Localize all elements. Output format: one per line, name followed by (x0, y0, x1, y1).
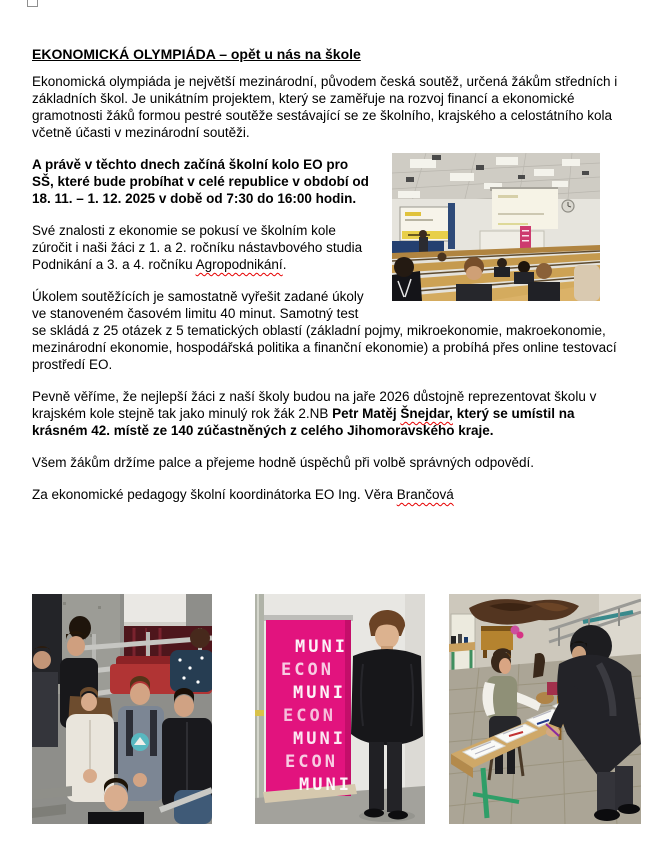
wall-pole (255, 594, 264, 824)
photo-row (32, 594, 642, 824)
text-run: Brančová (396, 487, 454, 502)
text-run: Pevně věříme, že nejlepší žáci z naší školy budou na jaře 2026 důstojně reprezentovat školu v krajském kole stejně tak jako minulý rok žák 2.NB (32, 389, 601, 421)
svg-text:MUNI: MUNI (295, 637, 348, 657)
paragraph-school-round (32, 156, 621, 207)
presenter (419, 230, 428, 255)
text-run: Úkolem soutěžících je samostatně vyřešit zadané úkoly ve stanoveném časovém limitu 40 minut. Samotný test se skládá z 25 otázek z 5 tematických oblastí (základní pojmy, mikroekonomie, makroekonomie, mezinárodní ekonomie, hospodářská politika a finanční ekonomie) a probíhá přes online testovací prostředí EO. (32, 289, 621, 372)
paragraph-wishes (32, 454, 621, 471)
photo-registration-desk (449, 594, 641, 824)
paragraph-hope (32, 388, 621, 439)
text-run: . (282, 257, 287, 272)
text-run: který se umístil na krásném 42. místě ze 140 zúčastněných z celého Jihomoravského kraje. (32, 406, 579, 438)
svg-text:MUNI: MUNI (293, 683, 346, 703)
svg-text:ECON: ECON (283, 706, 336, 726)
wall-clock (562, 200, 574, 212)
svg-text:MUNI: MUNI (299, 775, 352, 795)
person-back-left (32, 594, 62, 684)
anchor-placeholder-icon (27, 0, 38, 7)
photo-student-group (32, 594, 212, 824)
page-title: EKONOMICKÁ OLYMPIÁDA – opět u nás na škole (32, 46, 361, 62)
svg-text:MUNI: MUNI (293, 729, 346, 749)
main-screen (490, 187, 558, 229)
paragraph-intro (32, 73, 621, 141)
figure-lecture-hall (392, 153, 600, 301)
roller-blind (124, 594, 186, 624)
text-run: Agropodnikání (195, 257, 283, 272)
article (32, 46, 621, 518)
article-paragraphs (32, 73, 621, 503)
text-run: Své znalosti z ekonomie se pokusí ve školním kole zúročit i naši žáci z 1. a 2. ročníku nástavbového studia Podnikání a 3. a 4. ročníku (32, 223, 366, 272)
text-run: A právě v těchto dnech začíná školní kolo EO pro SŠ, které bude probíhat v celé republice v období od 18. 11. – 1. 12. 2025 v době od 7:30 do 16:00 hodin. (32, 157, 392, 206)
svg-text:ECON: ECON (281, 660, 334, 680)
text-run: Petr Matěj (332, 406, 401, 421)
photo-muni-banner (255, 594, 425, 824)
text-run: Všem žákům držíme palce a přejeme hodně úspěchů při volbě správných odpovědí. (32, 455, 535, 470)
svg-text:ECON: ECON (285, 752, 338, 772)
text-run: Šnejdar, (400, 406, 453, 421)
text-run: Za ekonomické pedagogy školní koordinátorka EO Ing. Věra (32, 487, 397, 502)
red-cup (547, 682, 558, 695)
muni-roll-up-banner (263, 615, 357, 803)
text-run: Ekonomická olympiáda je největší mezinárodní, původem česká soutěž, určená žákům středních i základních škol. Je unikátním projektem, který se zaměřuje na rozvoj financí a ekonomické gramotnosti žáků formou pestré soutěže sestávající se ze školního, krajského a celostátního kola včetně účasti v mezinárodní soutěži. (32, 74, 622, 140)
paragraph-signature (32, 486, 621, 503)
